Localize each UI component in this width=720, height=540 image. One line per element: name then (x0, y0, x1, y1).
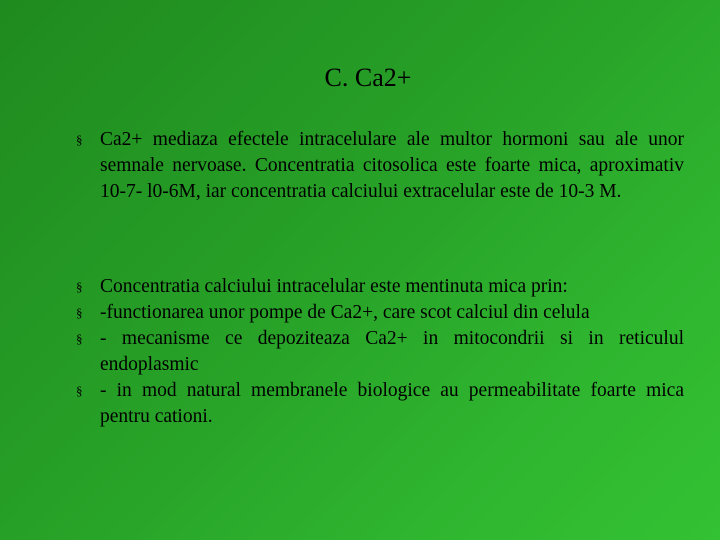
bullet-text: - in mod natural membranele biologice au permeabilitate foarte mica pentru cationi. (100, 380, 684, 427)
bullet-item (76, 300, 684, 326)
slide-title: C. Ca2+ (324, 63, 412, 92)
bullet-block-mechanisms (76, 274, 684, 430)
bullet-item (76, 274, 684, 300)
bullet-text: Concentratia calciului intracelular este mentinuta mica prin: (100, 276, 568, 297)
bullet-icon: § (76, 279, 83, 294)
bullet-item (76, 326, 684, 378)
bullet-text: Ca2+ mediaza efectele intracelulare ale multor hormoni sau ale unor semnale nervoase. Concentratia citosolica este foarte mica, aproximativ 10-7- l0-6M, iar concentratia calciului extracelular este de 10-3 M. (100, 129, 684, 202)
bullet-item (76, 127, 684, 205)
bullet-item (76, 378, 684, 430)
bullet-icon: § (76, 331, 83, 346)
bullet-text: - mecanisme ce depoziteaza Ca2+ in mitocondrii si in reticulul endoplasmic (100, 328, 684, 375)
bullet-block-intro (76, 127, 684, 205)
bullet-text: -functionarea unor pompe de Ca2+, care scot calciul din celula (100, 302, 590, 323)
bullet-icon: § (76, 383, 83, 398)
bullet-icon: § (76, 132, 83, 147)
bullet-icon: § (76, 305, 83, 320)
